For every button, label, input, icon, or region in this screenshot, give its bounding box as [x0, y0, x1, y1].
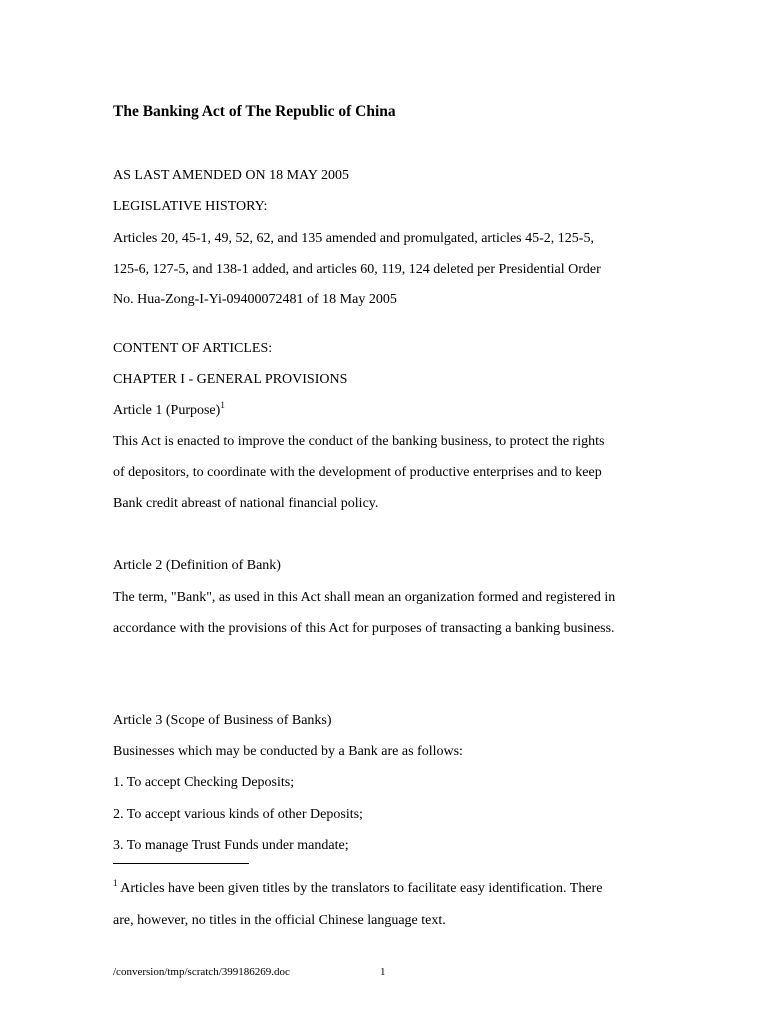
article-1-line: Bank credit abreast of national financial policy. — [113, 496, 379, 511]
footnote-line: are, however, no titles in the official Chinese language text. — [113, 913, 446, 928]
article-1-title: Article 1 (Purpose) — [113, 403, 221, 418]
history-line: Articles 20, 45-1, 49, 52, 62, and 135 amended and promulgated, articles 45-2, 125-5, — [113, 231, 594, 246]
history-line: No. Hua-Zong-I-Yi-09400072481 of 18 May 2005 — [113, 292, 397, 307]
footer-page-number: 1 — [380, 966, 386, 978]
footnote-marker: 1 — [113, 878, 118, 888]
footnote-line — [113, 880, 602, 898]
document-title: The Banking Act of The Republic of China — [113, 103, 396, 120]
article-3-item: 2. To accept various kinds of other Deposits; — [113, 807, 363, 822]
article-3-heading: Article 3 (Scope of Business of Banks) — [113, 713, 332, 728]
article-1-line: This Act is enacted to improve the conduct of the banking business, to protect the rights — [113, 434, 605, 449]
article-3-item: 3. To manage Trust Funds under mandate; — [113, 838, 349, 853]
article-1-line: of depositors, to coordinate with the development of productive enterprises and to keep — [113, 465, 602, 480]
article-1-heading — [113, 402, 225, 420]
article-2-line: The term, "Bank", as used in this Act shall mean an organization formed and registered in — [113, 590, 616, 605]
history-heading: LEGISLATIVE HISTORY: — [113, 199, 268, 214]
footnote-text: Articles have been given titles by the translators to facilitate easy identification. There — [117, 881, 603, 896]
content-heading: CONTENT OF ARTICLES: — [113, 341, 273, 356]
footnote-reference[interactable]: 1 — [220, 400, 225, 410]
amended-date: AS LAST AMENDED ON 18 MAY 2005 — [113, 168, 349, 183]
footnote-separator — [113, 863, 249, 864]
chapter-heading: CHAPTER I - GENERAL PROVISIONS — [113, 372, 348, 387]
article-3-intro: Businesses which may be conducted by a Bank are as follows: — [113, 744, 463, 759]
article-2-heading: Article 2 (Definition of Bank) — [113, 558, 281, 573]
history-line: 125-6, 127-5, and 138-1 added, and articles 60, 119, 124 deleted per Presidential Order — [113, 262, 601, 277]
article-3-item: 1. To accept Checking Deposits; — [113, 775, 295, 790]
article-2-line: accordance with the provisions of this Act for purposes of transacting a banking business. — [113, 621, 615, 636]
footer-path: /conversion/tmp/scratch/399186269.doc — [113, 966, 290, 978]
